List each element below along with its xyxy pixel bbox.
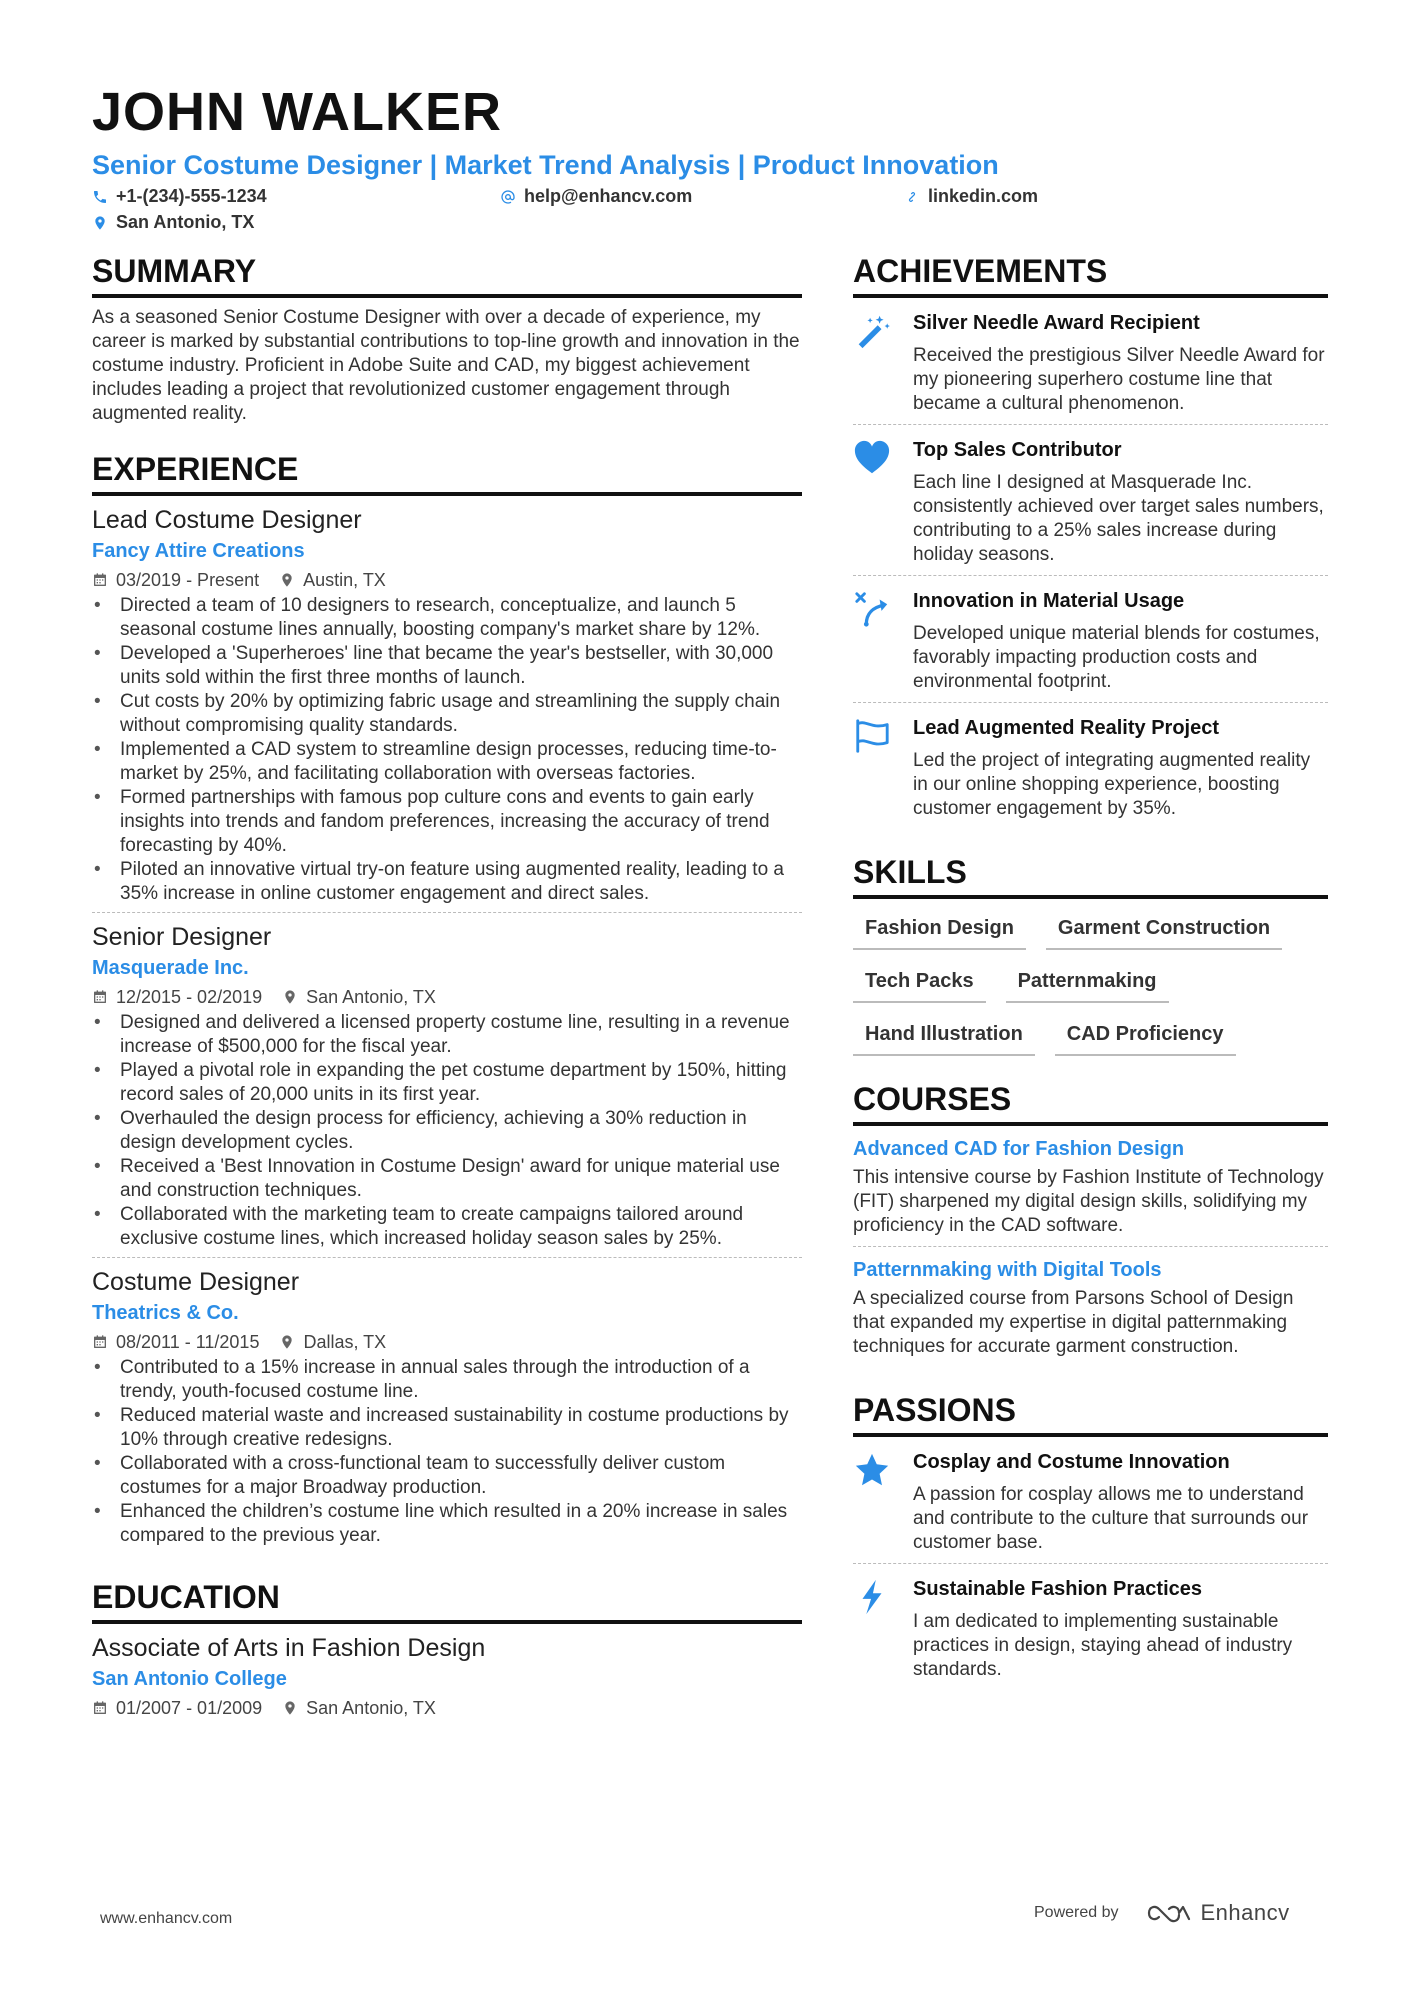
powered-by-text: Powered by (1034, 1904, 1119, 1921)
job-meta (92, 1330, 802, 1354)
footer-website[interactable]: www.enhancv.com (100, 1910, 233, 1927)
location-pin-icon (282, 1700, 298, 1716)
course-title: Patternmaking with Digital Tools (853, 1259, 1162, 1281)
job-location (279, 568, 386, 592)
course-title: Advanced CAD for Fashion Design (853, 1138, 1185, 1160)
achievement-desc: Received the prestigious Silver Needle Award for my pioneering superhero costume line that became a cultural phenomenon. (913, 345, 1325, 414)
candidate-title: Senior Costume Designer | Market Trend Analysis | Product Innovation (92, 150, 999, 180)
job-location-text: Dallas, TX (303, 1332, 387, 1352)
bullet-item: • Overhauled the design process for efficiency, achieving a 30% reduction in design development cycles. (92, 1107, 802, 1155)
bullet-item: • Enhanced the children’s costume line which resulted in a 20% increase in sales compared to the previous year. (92, 1500, 802, 1548)
bullet-item: • Reduced material waste and increased sustainability in costume productions by 10% through creative redesigns. (92, 1404, 802, 1452)
job-dates-text: 03/2019 - Present (116, 570, 260, 590)
course-desc: A specialized course from Parsons School of Design that expanded my expertise in digital patternmaking techniques for accurate garment construction. (853, 1288, 1294, 1357)
skill-tag: Hand Illustration (853, 1017, 1035, 1056)
education-section (92, 1578, 802, 1720)
skills-list (853, 911, 1328, 1056)
achievement-item (853, 703, 1328, 829)
contact-email[interactable] (500, 186, 692, 207)
job-company: Theatrics & Co. (92, 1302, 239, 1324)
passion-desc: A passion for cosplay allows me to understand and contribute to the culture that surrounds our customer base. (913, 1484, 1309, 1553)
passion-item (853, 1437, 1328, 1564)
achievement-icon-wrap (853, 715, 895, 821)
route-icon (853, 590, 891, 628)
achievement-content (913, 715, 1328, 821)
bullet-item: • Implemented a CAD system to streamline design processes, reducing time-to-market by 25%, and facilitating collaboration with overseas factories. (92, 738, 802, 786)
footer-branding (1034, 1900, 1290, 1926)
summary-heading: SUMMARY (92, 252, 802, 298)
skills-heading: SKILLS (853, 853, 1328, 899)
job-location (282, 985, 436, 1009)
calendar-icon (92, 1334, 108, 1350)
achievement-desc: Developed unique material blends for costumes, favorably impacting production costs and environmental footprint. (913, 623, 1320, 692)
course-item (853, 1247, 1328, 1367)
passion-item (853, 1564, 1328, 1690)
passion-desc: I am dedicated to implementing sustainable practices in design, staying ahead of industry standards. (913, 1611, 1293, 1680)
achievement-title: Top Sales Contributor (913, 439, 1122, 461)
achievement-desc: Each line I designed at Masquerade Inc. consistently achieved over target sales numbers, contributing to a 25% sales increase during holiday seasons. (913, 472, 1324, 565)
bullet-item: • Developed a 'Superheroes' line that became the year's bestseller, with 30,000 units sold within the first three months of launch. (92, 642, 802, 690)
bullet-item: • Designed and delivered a licensed property costume line, resulting in a revenue increase of $500,000 for the fiscal year. (92, 1011, 802, 1059)
job-location-text: Austin, TX (303, 570, 386, 590)
flag-icon (853, 717, 891, 755)
location-pin-icon (92, 215, 108, 231)
skill-tag: CAD Proficiency (1055, 1017, 1236, 1056)
job-entry (92, 913, 802, 1258)
achievement-title: Innovation in Material Usage (913, 590, 1185, 612)
course-item (853, 1126, 1328, 1247)
course-desc: This intensive course by Fashion Institute of Technology (FIT) sharpened my digital design skills, solidifying my proficiency in the CAD software. (853, 1167, 1324, 1236)
contact-linkedin[interactable] (904, 186, 1038, 207)
achievement-title: Lead Augmented Reality Project (913, 717, 1219, 739)
link-icon (904, 189, 920, 205)
enhancv-logo[interactable] (1145, 1900, 1290, 1926)
job-location-text: San Antonio, TX (306, 987, 436, 1007)
job-meta (92, 568, 802, 592)
calendar-icon (92, 572, 108, 588)
job-entry (92, 496, 802, 913)
bullet-item: • Formed partnerships with famous pop culture cons and events to gain early insights into trends and fandom preferences, increasing the accuracy of trend forecasting by 40%. (92, 786, 802, 858)
achievement-content (913, 588, 1328, 694)
experience-heading: EXPERIENCE (92, 450, 802, 496)
courses-section (853, 1080, 1328, 1367)
job-dates (92, 1330, 259, 1354)
education-heading: EDUCATION (92, 1578, 802, 1624)
job-bullets (92, 594, 802, 906)
email-text: help@enhancv.com (524, 186, 693, 206)
education-dates-text: 01/2007 - 01/2009 (116, 1698, 263, 1718)
education-meta (92, 1696, 802, 1720)
bullet-item: • Collaborated with a cross-functional team to successfully deliver custom costumes for a major Broadway production. (92, 1452, 802, 1500)
job-role: Lead Costume Designer (92, 506, 362, 534)
magic-wand-icon (853, 312, 891, 350)
at-sign-icon (500, 189, 516, 205)
skill-tag: Patternmaking (1006, 964, 1169, 1003)
skills-section (853, 853, 1328, 1056)
job-meta (92, 985, 802, 1009)
bullet-item: • Piloted an innovative virtual try-on feature using augmented reality, leading to a 35% increase in online customer engagement and direct sales. (92, 858, 802, 906)
education-school: San Antonio College (92, 1668, 287, 1690)
passion-title: Sustainable Fashion Practices (913, 1578, 1202, 1600)
job-bullets (92, 1356, 802, 1548)
passions-section (853, 1391, 1328, 1690)
contact-location (92, 212, 254, 233)
job-dates-text: 08/2011 - 11/2015 (116, 1332, 260, 1352)
achievement-content (913, 310, 1328, 416)
calendar-icon (92, 989, 108, 1005)
lightning-icon (853, 1578, 891, 1616)
contact-info (92, 186, 1322, 238)
heart-icon (853, 439, 891, 477)
job-dates (92, 568, 259, 592)
phone-icon (92, 189, 108, 205)
skill-tag: Fashion Design (853, 911, 1026, 950)
candidate-name: JOHN WALKER (92, 82, 503, 142)
summary-section (92, 252, 802, 426)
linkedin-text: linkedin.com (928, 186, 1039, 206)
achievement-content (913, 437, 1328, 567)
calendar-icon (92, 1700, 108, 1716)
education-degree: Associate of Arts in Fashion Design (92, 1634, 486, 1662)
passion-title: Cosplay and Costume Innovation (913, 1451, 1230, 1473)
education-dates (92, 1696, 262, 1720)
brand-text: Enhancv (1200, 1900, 1290, 1925)
job-company: Masquerade Inc. (92, 957, 249, 979)
enhancv-logo-icon (1145, 1901, 1193, 1925)
bullet-item: • Played a pivotal role in expanding the pet costume department by 150%, hitting record sales of 20,000 units in its first year. (92, 1059, 802, 1107)
achievement-title: Silver Needle Award Recipient (913, 312, 1200, 334)
achievement-item (853, 425, 1328, 576)
summary-text: As a seasoned Senior Costume Designer with over a decade of experience, my career is marked by substantial contributions to top-line growth and innovation in the costume industry. Proficient in Adobe Suite and CAD, my biggest achievement includes leading a project that revolutionized customer engagement through augmented reality. (92, 307, 800, 424)
achievement-desc: Led the project of integrating augmented reality in our online shopping experience, boosting customer engagement by 35%. (913, 750, 1311, 819)
left-column (92, 252, 802, 1744)
location-text: San Antonio, TX (116, 212, 255, 232)
job-entry (92, 1258, 802, 1554)
achievements-section (853, 252, 1328, 829)
phone-text: +1-(234)-555-1234 (116, 186, 267, 206)
job-dates (92, 985, 262, 1009)
achievements-heading: ACHIEVEMENTS (853, 252, 1328, 298)
passion-content (913, 1576, 1328, 1682)
experience-section (92, 450, 802, 1554)
skill-tag: Tech Packs (853, 964, 986, 1003)
location-pin-icon (279, 1334, 295, 1350)
job-bullets (92, 1011, 802, 1251)
achievement-icon-wrap (853, 437, 895, 567)
achievement-item (853, 298, 1328, 425)
passion-icon-wrap (853, 1576, 895, 1682)
skill-tag: Garment Construction (1046, 911, 1282, 950)
education-location (282, 1696, 436, 1720)
passion-icon-wrap (853, 1449, 895, 1555)
resume-header (92, 80, 1322, 238)
passions-heading: PASSIONS (853, 1391, 1328, 1437)
job-dates-text: 12/2015 - 02/2019 (116, 987, 263, 1007)
bullet-item: • Received a 'Best Innovation in Costume Design' award for unique material use and construction techniques. (92, 1155, 802, 1203)
job-company: Fancy Attire Creations (92, 540, 305, 562)
achievement-icon-wrap (853, 310, 895, 416)
job-role: Costume Designer (92, 1268, 300, 1296)
bullet-item: • Collaborated with the marketing team to create campaigns tailored around exclusive costume lines, which increased holiday season sales by 25%. (92, 1203, 802, 1251)
bullet-item: • Contributed to a 15% increase in annual sales through the introduction of a trendy, youth-focused costume line. (92, 1356, 802, 1404)
bullet-item: • Cut costs by 20% by optimizing fabric usage and streamlining the supply chain without compromising quality standards. (92, 690, 802, 738)
star-icon (853, 1451, 891, 1489)
achievement-icon-wrap (853, 588, 895, 694)
right-column (853, 252, 1328, 1714)
achievement-item (853, 576, 1328, 703)
job-role: Senior Designer (92, 923, 272, 951)
location-pin-icon (279, 572, 295, 588)
bullet-item: • Directed a team of 10 designers to research, conceptualize, and launch 5 seasonal costume lines annually, boosting company's market share by 12%. (92, 594, 802, 642)
courses-heading: COURSES (853, 1080, 1328, 1126)
contact-phone (92, 186, 267, 207)
job-location (279, 1330, 386, 1354)
passion-content (913, 1449, 1328, 1555)
education-location-text: San Antonio, TX (306, 1698, 436, 1718)
location-pin-icon (282, 989, 298, 1005)
